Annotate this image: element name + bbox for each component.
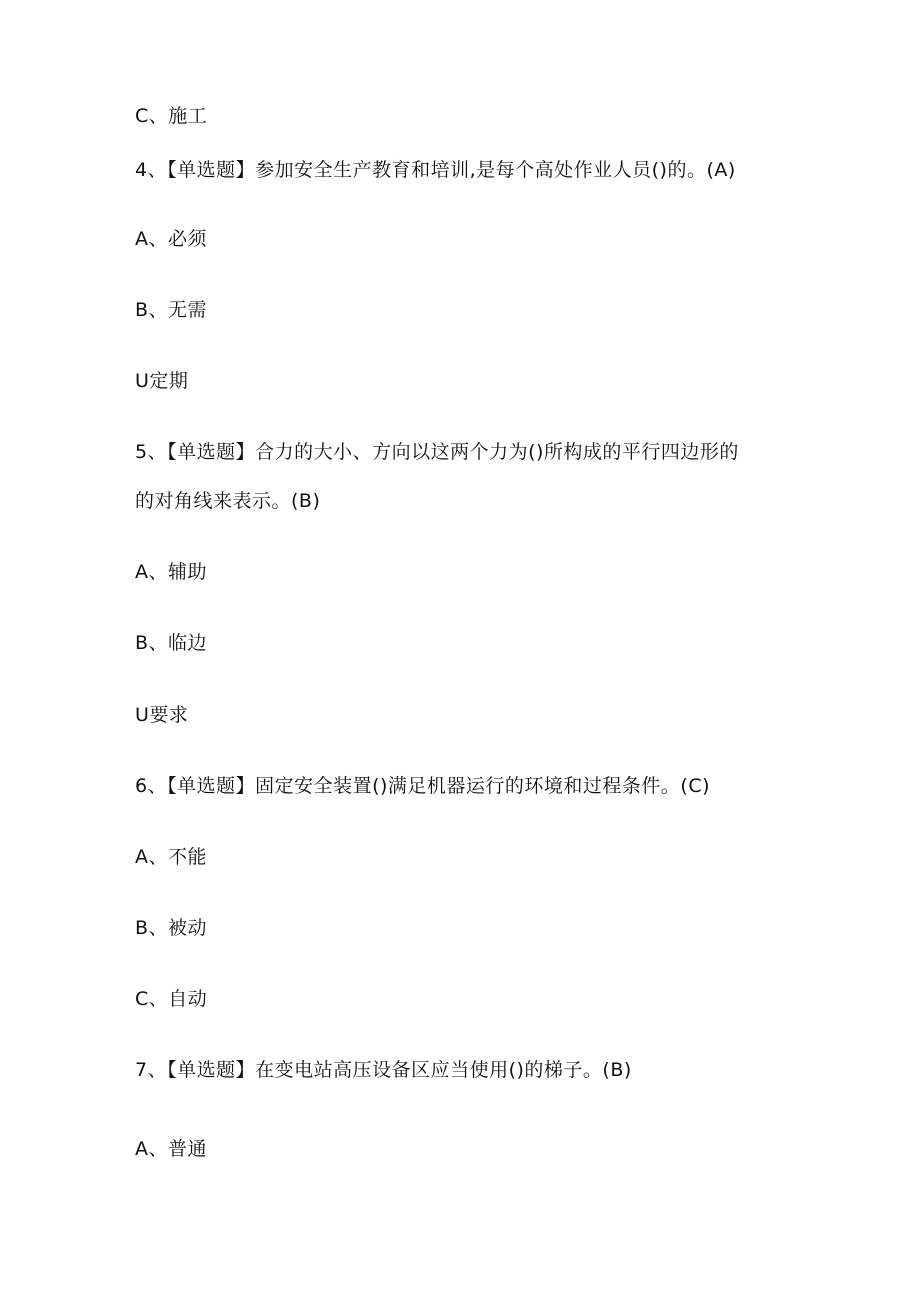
option-c-construction: C、施工 — [135, 105, 208, 127]
question-7-option-a: A、普通 — [135, 1138, 207, 1160]
question-6-option-b: B、被动 — [135, 917, 208, 939]
question-5-option-b: B、临边 — [135, 632, 208, 654]
question-4-option-a: A、必须 — [135, 228, 207, 250]
question-6-text: 6、【单选题】固定安全装置()满足机器运行的环境和过程条件。(C) — [135, 775, 711, 797]
question-5-text-line-2: 的对角线来表示。(B) — [135, 490, 321, 512]
question-6-option-a: A、不能 — [135, 846, 207, 868]
question-4-option-c: U定期 — [135, 370, 189, 392]
question-4-text: 4、【单选题】参加安全生产教育和培训,是每个高处作业人员()的。(A) — [135, 159, 736, 181]
question-7-text: 7、【单选题】在变电站高压设备区应当使用()的梯子。(B) — [135, 1059, 632, 1081]
question-4-option-b: B、无需 — [135, 299, 208, 321]
question-5-option-c: U要求 — [135, 704, 189, 726]
question-6-option-c: C、自动 — [135, 988, 208, 1010]
question-5-text-line-1: 5、【单选题】合力的大小、方向以这两个力为()所构成的平行四边形的 — [135, 441, 739, 463]
question-5-option-a: A、辅助 — [135, 561, 207, 583]
